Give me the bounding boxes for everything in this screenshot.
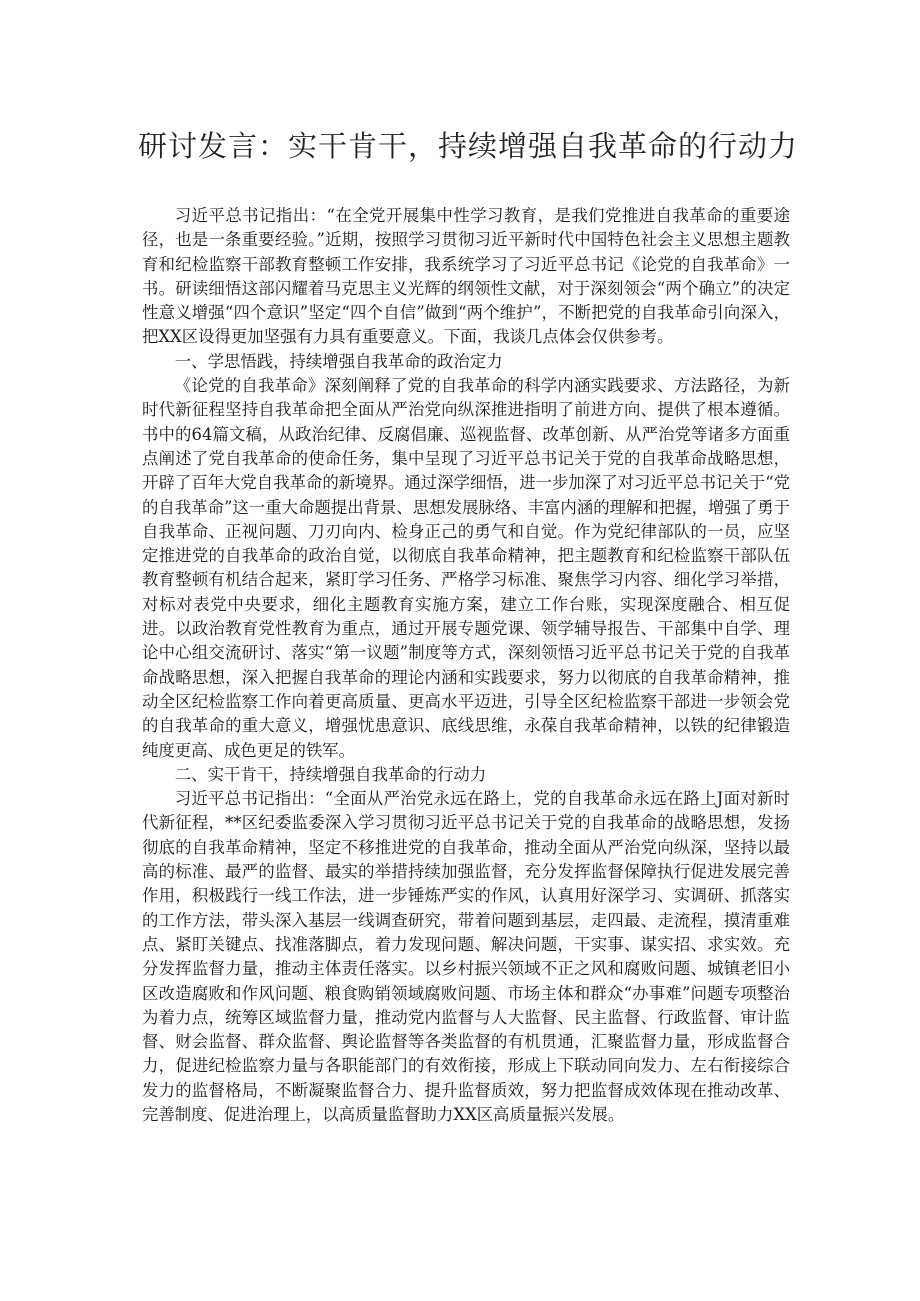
document-body	[142, 204, 790, 1127]
section-heading-1: 一、学思悟践，持续增强自我革命的政治定力	[174, 351, 503, 371]
intro-paragraph: 习近平总书记指出：“在全党开展集中性学习教育，是我们党推进自我革命的重要途径，也是一条重要经验。”近期，按照学习贯彻习近平新时代中国特色社会主义思想主题教育和纪检监察干部教育整顿工作安排，我系统学习了习近平总书记《论党的自我革命》一书。研读细悟这部闪耀着马克思主义光辉的纲领性文献，对于深刻领会“两个确立”的决定性意义增强“四个意识”坚定“四个自信”做到“两个维护”，不断把党的自我革命引向深入，把XX区设得更加坚强有力具有重要意义。下面，我谈几点体会仅供参考。	[142, 206, 790, 347]
section-2-paragraph: 习近平总书记指出：“全面从严治党永远在路上，党的自我革命永远在路上J面对新时代新征程，**区纪委监委深入学习贯彻习近平总书记关于党的自我革命的战略思想，发扬彻底的自我革命精神，坚定不移推进党的自我革命，推动全面从严治党向纵深，坚持以最高的标准、最严的监督、最实的举措持续加强监督，充分发挥监督保障执行促进发展完善作用，积极践行一线工作法，进一步锤炼严实的作风，认真用好深学习、实调研、抓落实的工作方法，带头深入基层一线调查研究，带着问题到基层，走四最、走流程，摸清重难点、紧盯关键点、找准落脚点，着力发现问题、解决问题，干实事、谋实招、求实效。充分发挥监督力量，推动主体责任落实。以乡村振兴领域不正之风和腐败问题、城镇老旧小区改造腐败和作风问题、粮食购销领域腐败问题、市场主体和群众“办事难”问题专项整治为着力点，统筹区域监督力量，推动党内监督与人大监督、民主监督、行政监督、审计监督、财会监督、群众监督、舆论监督等各类监督的有机贯通，汇聚监督力量，形成监督合力，促进纪检监察力量与各职能部门的有效衔接，形成上下联动同向发力、左右衔接综合发力的监督格局，不断凝聚监督合力、提升监督质效，努力把监督成效体现在推动改革、完善制度、促进治理上，以高质量监督助力XX区高质量振兴发展。	[142, 789, 790, 1124]
section-1-paragraph: 《论党的自我革命》深刻阐释了党的自我革命的科学内涵实践要求、方法路径，为新时代新征程坚持自我革命把全面从严治党向纵深推进指明了前进方向、提供了根本遵循。书中的64篇文稿，从政治纪律、反腐倡廉、巡视监督、改革创新、从严治党等诸多方面重点阐述了党自我革命的使命任务，集中呈现了习近平总书记关于党的自我革命战略思想，开辟了百年大党自我革命的新境界。通过深学细悟，进一步加深了对习近平总书记关于“党的自我革命”这一重大命题提出背景、思想发展脉络、丰富内涵的理解和把握，增强了勇于自我革命、正视问题、刀刃向内、检身正己的勇气和自觉。作为党纪律部队的一员，应坚定推进党的自我革命的政治自觉，以彻底自我革命精神，把主题教育和纪检监察干部队伍教育整顿有机结合起来，紧盯学习任务、严格学习标准、聚焦学习内容、细化学习举措，对标对表党中央要求，细化主题教育实施方案，建立工作台账，实现深度融合、相互促进。以政治教育党性教育为重点，通过开展专题党课、领学辅导报告、干部集中自学、理论中心组交流研讨、落实“第一议题”制度等方式，深刻领悟习近平总书记关于党的自我革命战略思想，深入把握自我革命的理论内涵和实践要求，努力以彻底的自我革命精神，推动全区纪检监察工作向着更高质量、更高水平迈进，引导全区纪检监察干部进一步领会党的自我革命的重大意义，增强忧患意识、底线思维，永葆自我革命精神，以铁的纪律锻造纯度更高、成色更足的铁军。	[142, 376, 790, 760]
section-heading-2: 二、实干肯干，持续增强自我革命的行动力	[174, 764, 487, 784]
document-title: 研讨发言：实干肯干，持续增强自我革命的行动力	[138, 129, 799, 163]
